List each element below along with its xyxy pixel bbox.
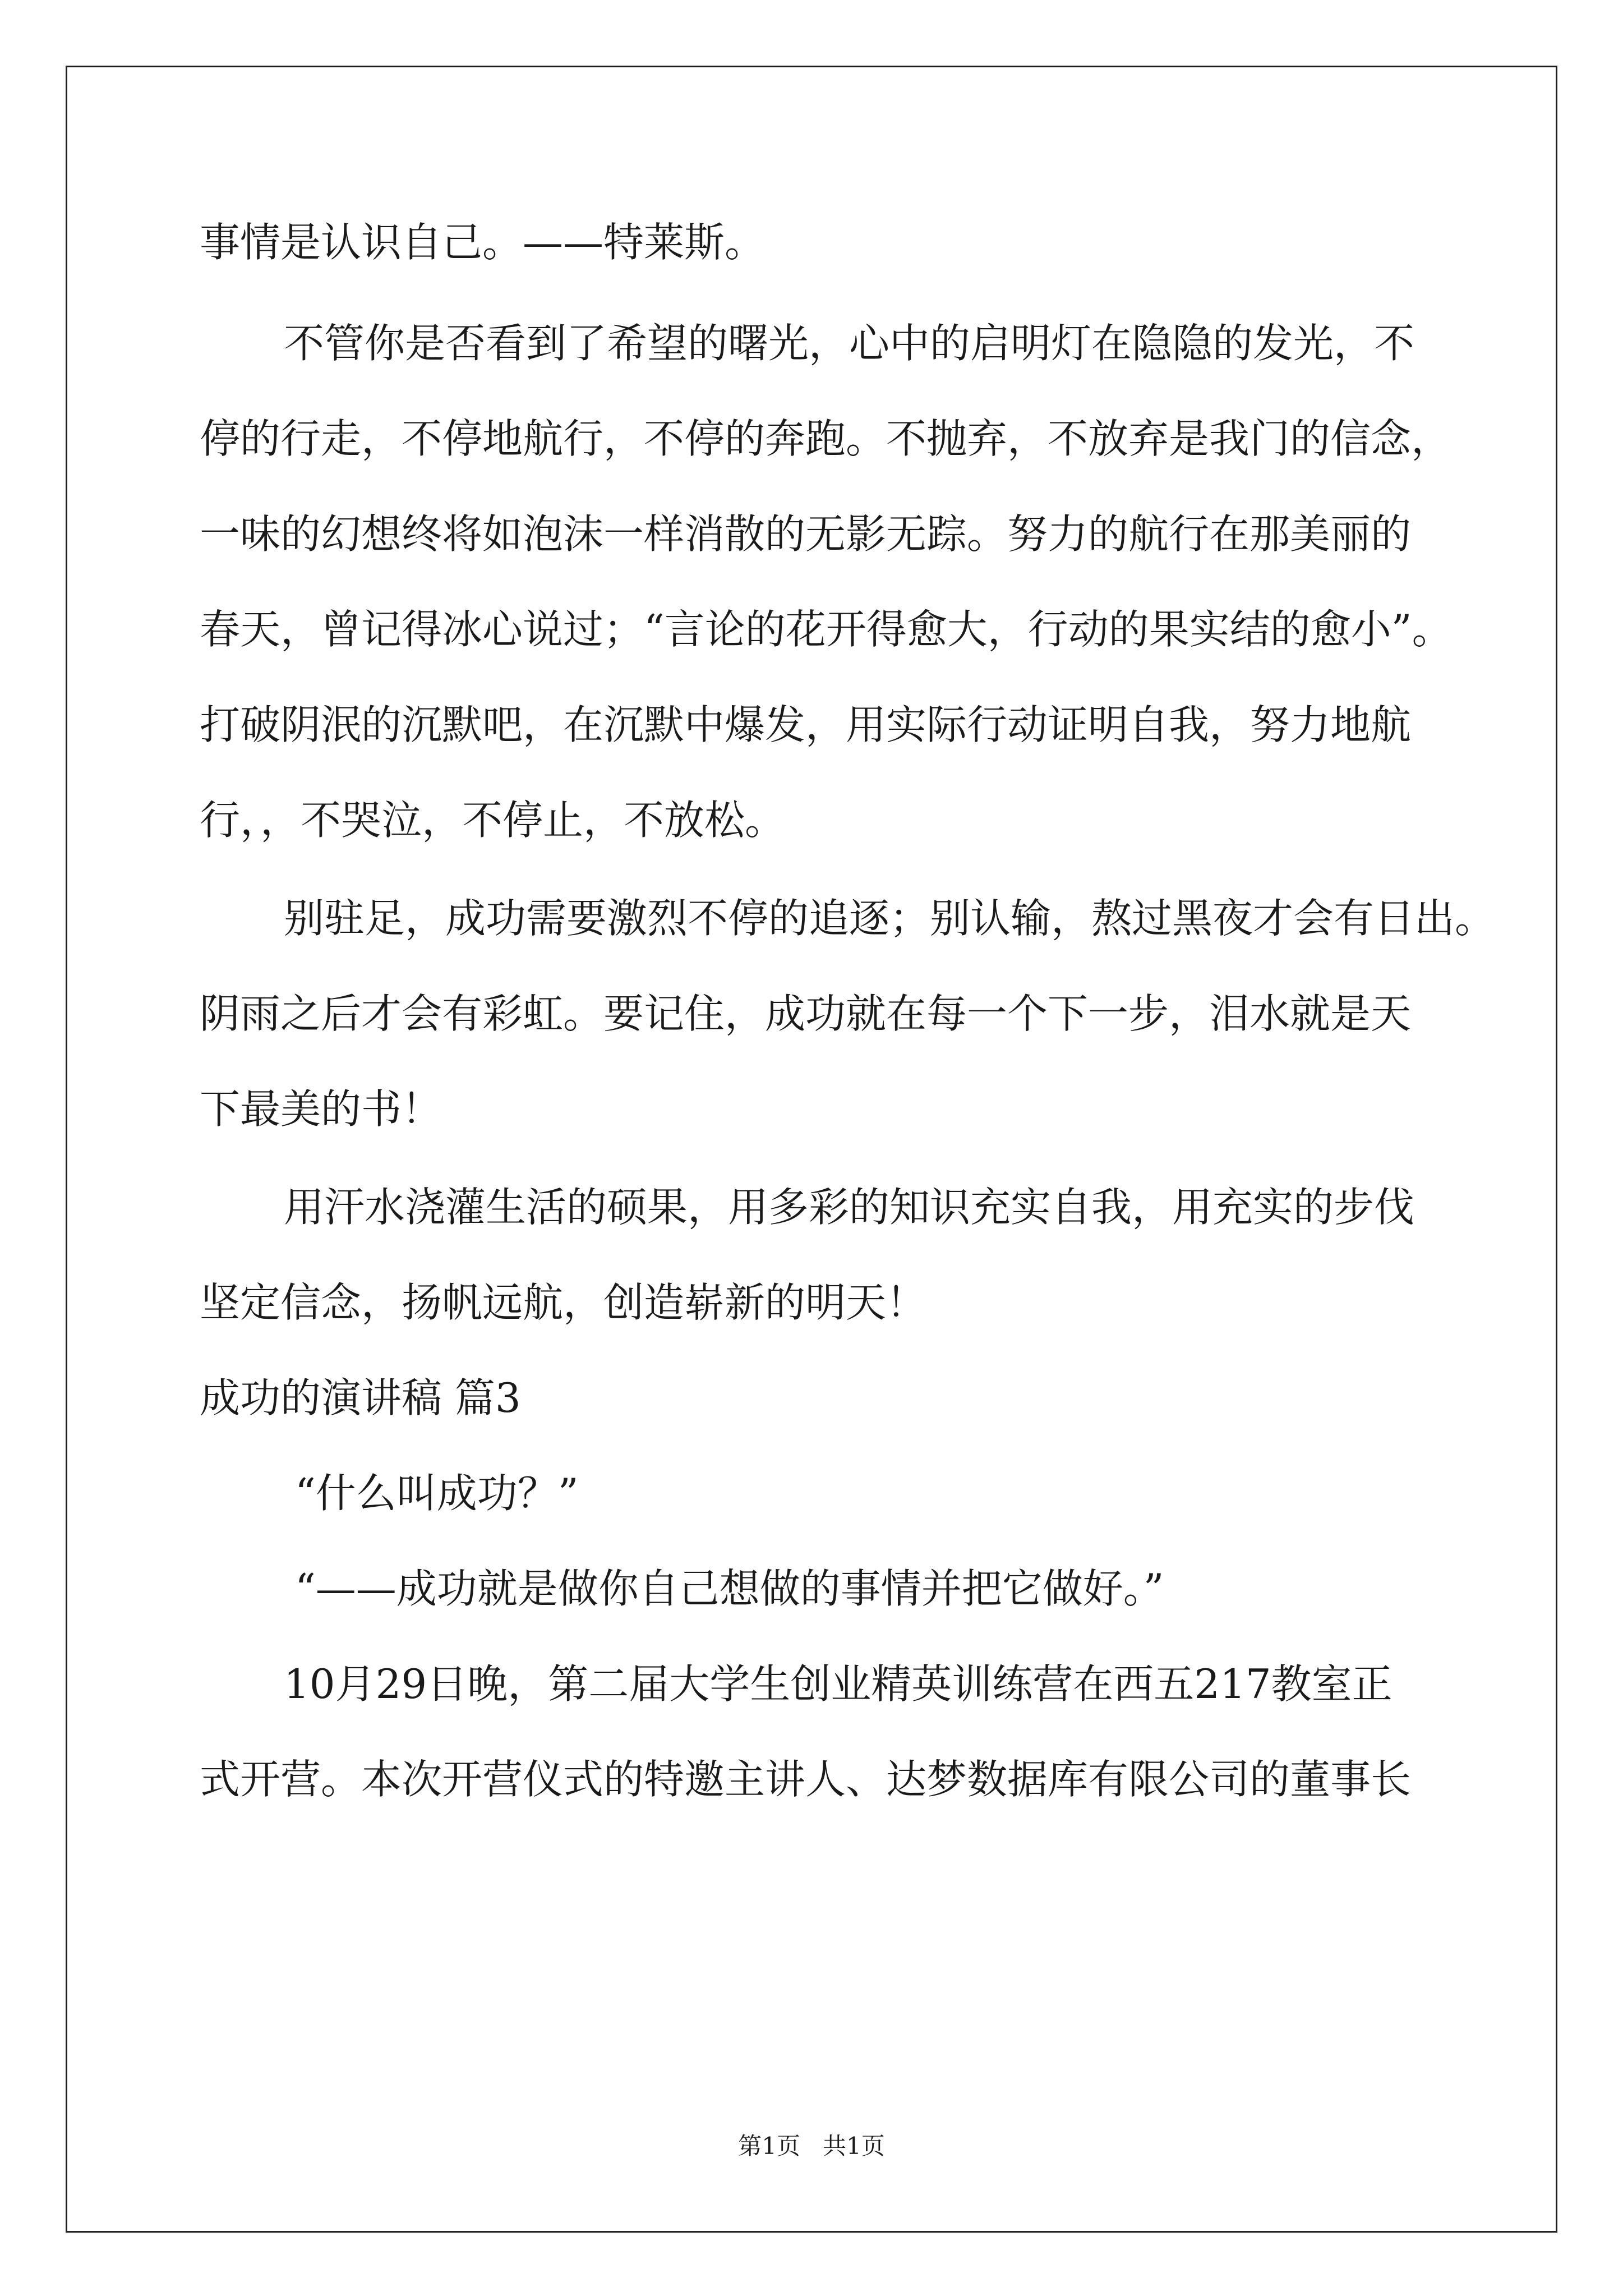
section-heading: 成功的演讲稿 篇3 xyxy=(200,1374,521,1421)
paragraph-line: 坚定信念，扬帆远航，创造崭新的明天！ xyxy=(200,1279,927,1326)
paragraph-line: 阴雨之后才会有彩虹。要记住，成功就在每一个下一步，泪水就是天 xyxy=(200,990,1412,1037)
page-border xyxy=(66,66,1557,2233)
quote-line: “——成功就是做你自己想做的事情并把它做好。” xyxy=(295,1565,1164,1612)
paragraph-line: 春天，曾记得冰心说过；“言论的花开得愈大，行动的果实结的愈小”。 xyxy=(200,606,1453,653)
paragraph-line: 事情是认识自己。——特莱斯。 xyxy=(200,219,766,266)
paragraph-line: 不管你是否看到了希望的曙光，心中的启明灯在隐隐的发光，不 xyxy=(284,320,1415,367)
page-number-footer: 第1页 共1页 xyxy=(738,2132,885,2160)
paragraph-line: 10月29日晚，第二届大学生创业精英训练营在西五217教室正 xyxy=(284,1660,1393,1708)
paragraph-line: 式开营。本次开营仪式的特邀主讲人、达梦数据库有限公司的董事长 xyxy=(200,1756,1412,1803)
paragraph-line: 一味的幻想终将如泡沫一样消散的无影无踪。努力的航行在那美丽的 xyxy=(200,510,1412,558)
paragraph-line: 行，，不哭泣，不停止，不放松。 xyxy=(200,797,786,844)
paragraph-line: 停的行走，不停地航行，不停的奔跑。不抛弃，不放弃是我门的信念， xyxy=(200,415,1452,462)
paragraph-line: 下最美的书！ xyxy=(200,1085,442,1133)
paragraph-line: 别驻足，成功需要激烈不停的追逐；别认输，熬过黑夜才会有日出。 xyxy=(284,895,1496,942)
paragraph-line: 用汗水浇灌生活的硕果，用多彩的知识充实自我，用充实的步伐 xyxy=(284,1184,1415,1231)
quote-line: “什么叫成功？” xyxy=(295,1470,579,1517)
paragraph-line: 打破阴泯的沉默吧，在沉默中爆发，用实际行动证明自我，努力地航 xyxy=(200,701,1412,748)
